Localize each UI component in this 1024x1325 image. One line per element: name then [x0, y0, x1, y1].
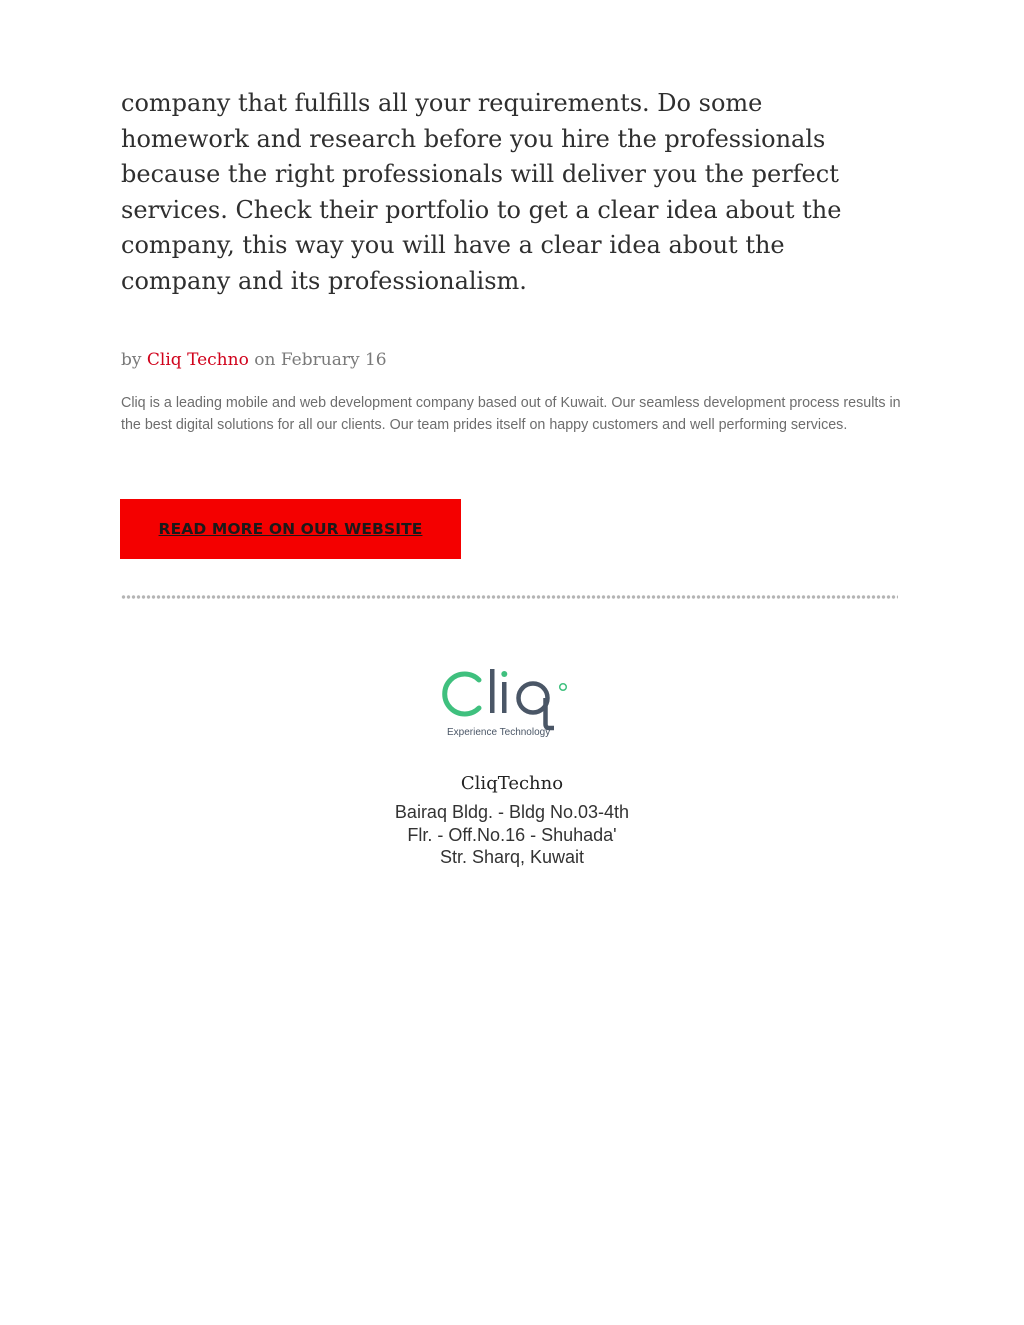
author-link[interactable]: Cliq Techno: [146, 350, 249, 370]
dotted-divider: [121, 594, 898, 600]
byline-prefix: by: [121, 350, 142, 370]
read-more-link[interactable]: READ MORE ON OUR WEBSITE: [158, 520, 423, 538]
article-paragraph: company that fulfills all your requirements. Do some homework and research before you hire the professionals because the right professionals will deliver you the perfect services. Check their portfolio to get a clear idea about the company, this way you will have a clear idea about the company and its professionalism.: [121, 89, 842, 295]
address-line: Flr. - Off.No.16 - Shuhada': [407, 824, 617, 845]
post-date: February 16: [280, 350, 387, 370]
byline-date-prefix: on: [254, 350, 276, 370]
cliq-logo-graphic: [441, 658, 583, 738]
address-line: Str. Sharq, Kuwait: [439, 847, 585, 867]
cliq-logo: [441, 658, 583, 738]
logo-tagline: Experience Technology: [447, 727, 551, 738]
byline: [121, 350, 387, 370]
footer-address: [0, 801, 1024, 869]
company-about: Cliq is a leading mobile and web development company based out of Kuwait. Our seamless development process results in the best digital solutions for all our clients. Our team prides itself on happy customers and well performing services.: [121, 395, 901, 433]
footer-company-name: CliqTechno: [460, 773, 564, 794]
article-content: [121, 86, 901, 299]
read-more-button[interactable]: [120, 499, 461, 559]
address-line: Bairaq Bldg. - Bldg No.03-4th: [394, 802, 630, 822]
